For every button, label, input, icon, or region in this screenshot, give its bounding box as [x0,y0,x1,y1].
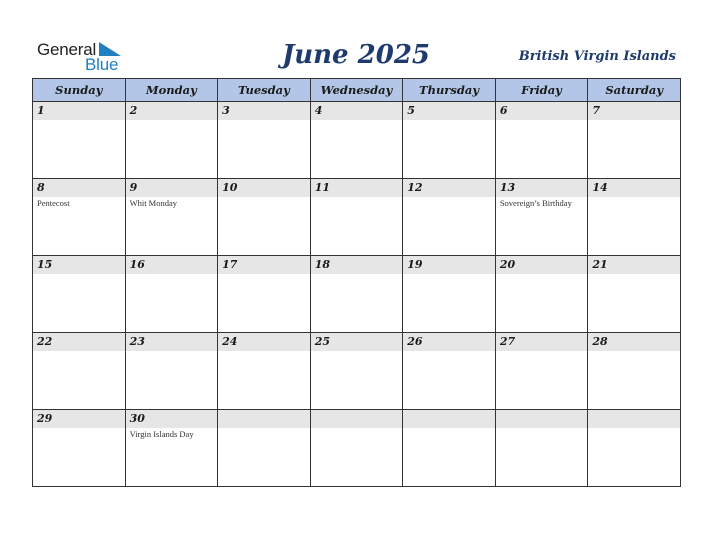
day-cell [495,256,588,333]
day-number: 9 [126,179,218,197]
day-cell [218,256,311,333]
day-number: 14 [588,179,680,197]
calendar-grid [32,78,681,487]
day-cell [125,256,218,333]
weekday-header: Tuesday [218,79,311,102]
day-number: 8 [33,179,125,197]
day-cell [33,179,126,256]
day-cell [403,333,496,410]
day-cell [310,256,403,333]
week-row [33,179,681,256]
day-cell [588,410,681,487]
week-row [33,410,681,487]
day-number: 18 [311,256,403,274]
day-cell [33,256,126,333]
day-number: 29 [33,410,125,428]
day-cell [33,410,126,487]
week-row [33,333,681,410]
weekday-header: Thursday [403,79,496,102]
day-cell [588,102,681,179]
logo-text-blue: Blue [85,55,119,74]
weekday-header: Friday [495,79,588,102]
calendar-body [33,102,681,487]
day-number: 1 [33,102,125,120]
day-number: 19 [403,256,495,274]
day-number: 5 [403,102,495,120]
day-cell [495,102,588,179]
day-number: 11 [311,179,403,197]
day-number: 4 [311,102,403,120]
day-number: 16 [126,256,218,274]
weekday-header: Sunday [33,79,126,102]
holiday-label: Whit Monday [129,198,178,208]
holiday-label: Pentecost [37,198,70,208]
holiday-label: Sovereign’s Birthday [499,198,572,208]
day-cell [218,410,311,487]
holiday-label: Virgin Islands Day [129,429,194,439]
day-cell [33,102,126,179]
day-number: 26 [403,333,495,351]
day-number: 30 [126,410,218,428]
day-number: 17 [218,256,310,274]
day-number: 15 [33,256,125,274]
day-cell [125,179,218,256]
day-cell [218,333,311,410]
day-cell [218,179,311,256]
day-cell [310,179,403,256]
weekday-header: Wednesday [310,79,403,102]
day-number [311,410,403,428]
country-name: British Virgin Islands [518,49,676,64]
day-cell [310,410,403,487]
month-year-title: June 2025 [281,40,431,70]
day-cell [125,333,218,410]
day-number: 6 [496,102,588,120]
day-number: 10 [218,179,310,197]
day-number [496,410,588,428]
day-cell [403,179,496,256]
day-cell [403,102,496,179]
day-number: 12 [403,179,495,197]
day-number: 23 [126,333,218,351]
day-cell [218,102,311,179]
day-number: 27 [496,333,588,351]
day-number: 21 [588,256,680,274]
day-number: 25 [311,333,403,351]
weekday-header-row [33,79,681,102]
day-cell [310,333,403,410]
day-cell [495,410,588,487]
day-number: 3 [218,102,310,120]
day-number: 20 [496,256,588,274]
day-number: 2 [126,102,218,120]
day-cell [588,256,681,333]
day-cell [310,102,403,179]
day-number [588,410,680,428]
day-cell [495,333,588,410]
day-number: 22 [33,333,125,351]
week-row [33,102,681,179]
day-number: 7 [588,102,680,120]
day-number: 28 [588,333,680,351]
weekday-header: Saturday [588,79,681,102]
day-number: 24 [218,333,310,351]
day-number [218,410,310,428]
day-cell [125,410,218,487]
day-cell [33,333,126,410]
week-row [33,256,681,333]
day-cell [125,102,218,179]
day-number [403,410,495,428]
day-cell [403,256,496,333]
day-cell [588,333,681,410]
day-cell [588,179,681,256]
day-number: 13 [496,179,588,197]
day-cell [403,410,496,487]
weekday-header: Monday [125,79,218,102]
day-cell [495,179,588,256]
logo-text-general: General [37,40,97,59]
